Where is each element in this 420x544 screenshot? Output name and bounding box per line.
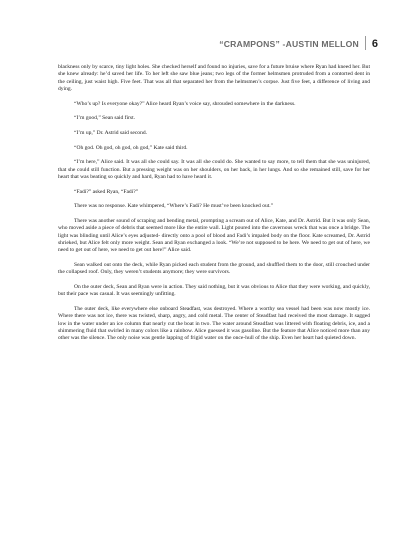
body-text [58,64,370,350]
paragraph: There was another sound of scraping and bending metal, prompting a scream out of Alice, Kate, and Dr. Astrid. But it was only Sean, who moved aside a piece of debris that seemed more like the entire wall. Light poured into the cavernous wreck that was once a bridge. The light was blinding until Alice’s eyes adjusted- directly onto a pool of blood and Fadi’s impaled body on the floor. Kate screamed, Dr. Astrid shrieked, but Alice felt only more weight. Sean and Ryan exchanged a look. “We’re not supposed to be here. We need to get out of here, we need to get out of here, we need to get out here!” Alice said. [58,217,370,254]
running-header-title: “CRAMPONS” -AUSTIN MELLON [219,39,359,49]
paragraph: “Who’s up? Is everyone okay?” Alice heard Ryan’s voice say, shrouded somewhere in the darkness. [74,100,296,107]
paragraph: “I’m up,” Dr. Astrid said second. [74,129,148,136]
paragraph: The outer deck, like everywhere else onboard Steadfast, was destroyed. Where a worthy sea vessel had been was now mostly ice. Where there was not ice, there was twisted, sharp, angry, and cold metal. The center of Steadfast had received the most damage. It sagged low in the water under an ice column that nearly cut the boat in two. The water around Steadfast was littered with floating debris, ice, and a shimmering fluid that swirled in many colors like a rainbow. Alice guessed it was gasoline. But the feature that Alice noticed more than any other was the silence. The only noise was gentle lapping of frigid water on the once-hull of the ship. Even her heart had quieted down. [58,305,370,342]
page-number: 6 [371,38,378,50]
paragraph: “I’m here,” Alice said. It was all she could say. It was all she could do. She wanted to say more, to tell them that she was uninjured, that she could still function. But a pressing weight was on her shoulders, on her back, in her lungs. And so she remained still, save for her heart that was beating so quickly and hard, Ryan had to have heard it. [58,159,370,180]
header-divider [365,36,366,50]
paragraph: “I’m good,” Sean said first. [74,115,135,122]
paragraph: On the outer deck, Sean and Ryan were in action. They said nothing, but it was obvious to Alice that they were working, and quickly, but their pace was casual. It was seemingly unfitting. [58,283,370,298]
paragraph: Sean walked out onto the deck, while Ryan picked each student from the ground, and shuffled them to the door, still crouched under the collapsed roof. Only, they weren’t students anymore; they were survivors. [58,261,370,276]
running-header [219,34,378,50]
paragraph: There was no response. Kate whimpered, “Where’s Fadi? He must’ve been knocked out.” [74,203,274,210]
paragraph: “Fadi?” asked Ryan, “Fadi?” [74,188,139,195]
paragraph: blackness only by scarce, tiny light holes. She checked herself and found no injuries, save for a future bruise where Ryan had kneed her. But she knew already: he’d saved her life. To her left she saw blue jeans; two legs of the former helmsmen protruded from a contorted dent in the ceiling, just waist high. Five feet. That was all that separated her from the helmsmen’s corpse. Just five feet, a difference of living and dying. [58,64,370,93]
paragraph: “Oh god. Oh god, oh god, oh god,” Kate said third. [74,144,188,151]
